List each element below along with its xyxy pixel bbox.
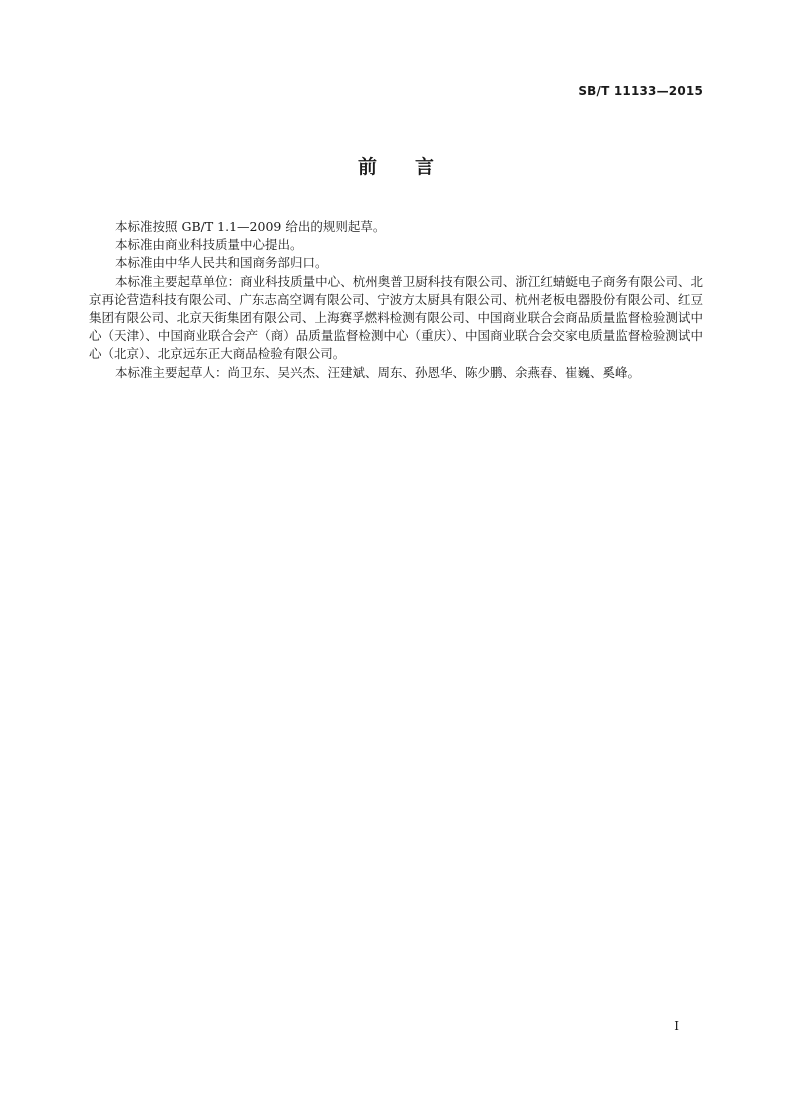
page-title (0, 152, 792, 179)
paragraph-proposer: 本标准由商业科技质量中心提出。 (115, 237, 303, 253)
paragraph-centralized-by: 本标准由中华人民共和国商务部归口。 (115, 255, 328, 271)
title-char-1: 前 (357, 156, 377, 178)
foreword-body (89, 218, 703, 382)
standard-code: SB/T 11133—2015 (578, 84, 703, 98)
title-char-2: 言 (415, 156, 435, 178)
paragraph-drafters: 本标准主要起草人：尚卫东、吴兴杰、汪建斌、周东、孙恩华、陈少鹏、余燕春、崔巍、奚峰。 (115, 364, 641, 380)
page-number: I (674, 1019, 679, 1033)
paragraph-drafting-rules: 本标准按照 GB/T 1.1—2009 给出的规则起草。 (115, 219, 386, 234)
paragraph-drafting-units: 本标准主要起草单位：商业科技质量中心、杭州奥普卫厨科技有限公司、浙江红蜻蜓电子商务有限公司、北京再论营造科技有限公司、广东志高空调有限公司、宁波方太厨具有限公司、杭州老板电器股份有限公司、红豆集团有限公司、北京天街集团有限公司、上海赛孚燃料检测有限公司、中国商业联合会商品质量监督检验测试中心（天津）、中国商业联合会产（商）品质量监督检测中心（重庆）、中国商业联合会交家电质量监督检验测试中心（北京）、北京远东正大商品检验有限公司。 (89, 273, 703, 362)
